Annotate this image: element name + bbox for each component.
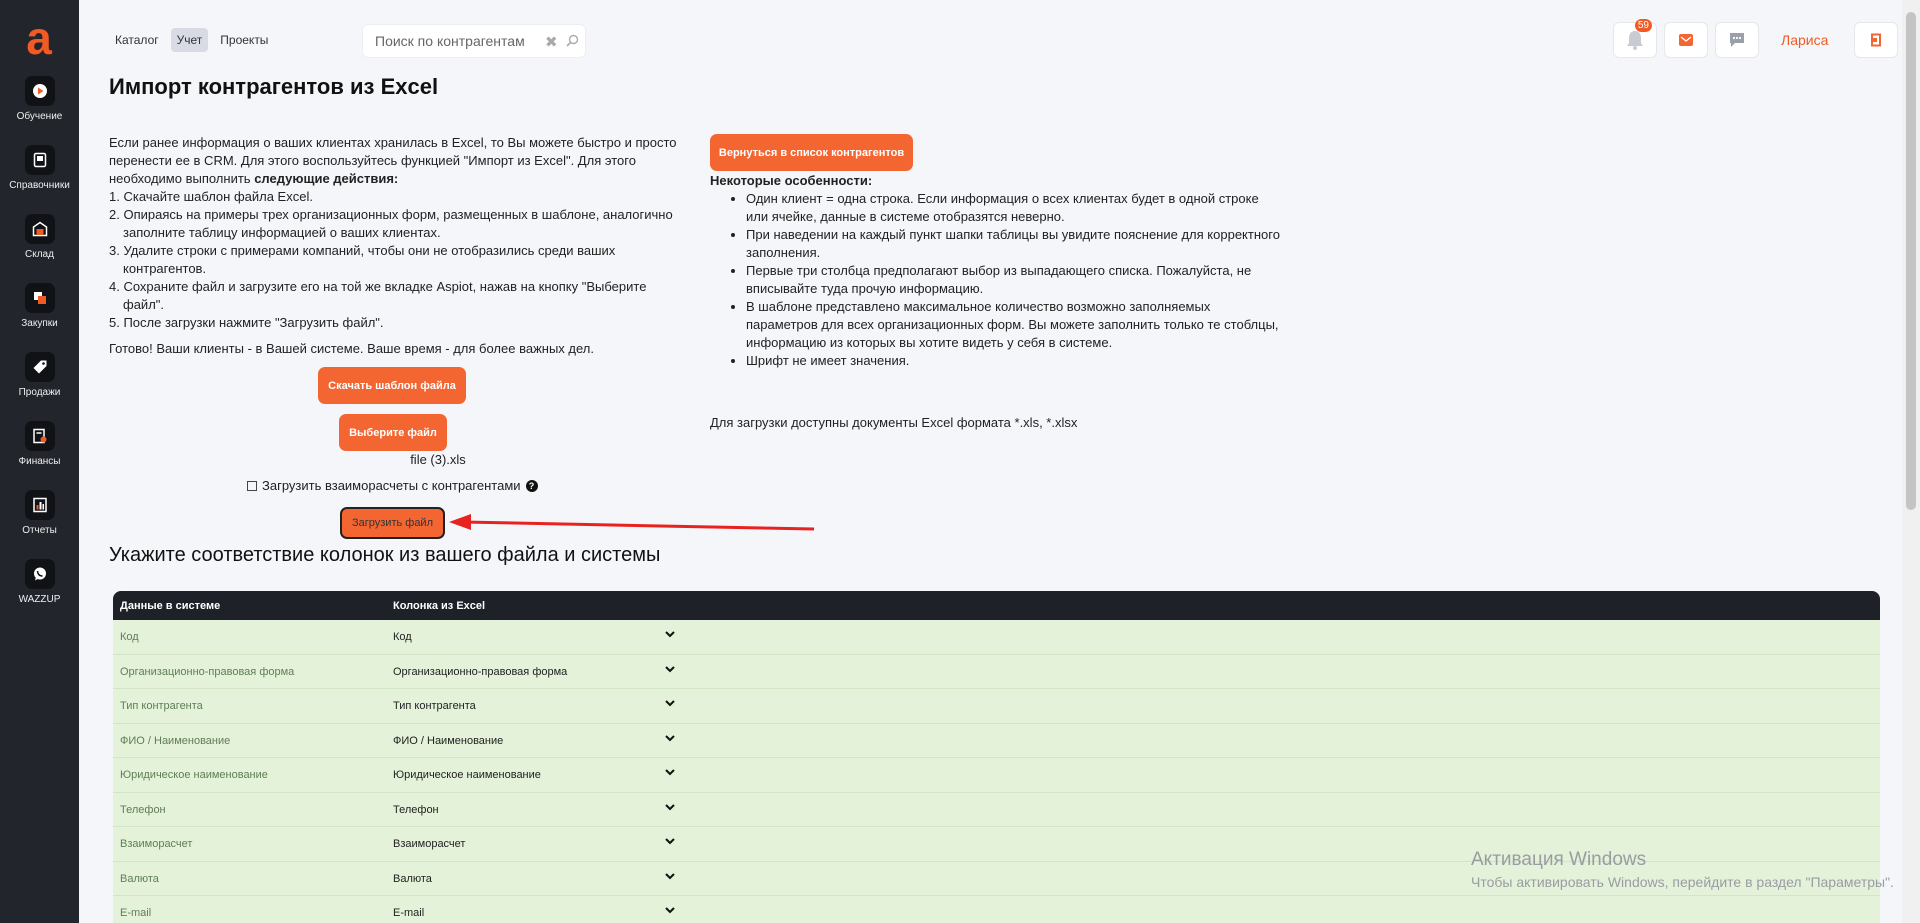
windows-activation-subtitle: Чтобы активировать Windows, перейдите в раздел "Параметры". [1471, 874, 1894, 890]
mail-button[interactable] [1664, 22, 1708, 58]
excel-column-select[interactable]: ФИО / Наименование [393, 734, 504, 747]
exit-icon [1868, 32, 1884, 48]
sidebar-item-directories[interactable] [0, 145, 79, 205]
system-field-label: E-mail [120, 907, 152, 919]
search-icon[interactable] [566, 34, 579, 52]
whatsapp-icon [25, 559, 55, 589]
tab-accounting[interactable]: Учет [171, 28, 209, 52]
logout-button[interactable] [1854, 22, 1898, 58]
search-box [362, 24, 586, 58]
search-input[interactable] [375, 33, 535, 49]
system-field-label: Код [120, 631, 139, 643]
download-template-button[interactable]: Скачать шаблон файла [318, 367, 466, 404]
app-logo[interactable]: a [26, 12, 52, 64]
page-scrollbar[interactable] [1902, 0, 1920, 923]
table-row [113, 896, 1880, 923]
sidebar-item-label: Склад [25, 249, 54, 260]
formats-note: Для загрузки доступны документы Excel формата *.xls, *.xlsx [710, 415, 1078, 430]
table-row [113, 793, 1880, 828]
windows-activation-title: Активация Windows [1471, 849, 1647, 870]
tab-projects[interactable]: Проекты [220, 33, 269, 47]
table-row [113, 758, 1880, 793]
system-field-label: Юридическое наименование [120, 769, 268, 781]
sidebar-item-label: Отчеты [22, 525, 57, 536]
excel-column-select[interactable]: Взаиморасчет [393, 838, 466, 850]
book-icon [25, 145, 55, 175]
chevron-down-icon[interactable] [665, 905, 675, 917]
table-row [113, 620, 1880, 655]
excel-column-select[interactable]: Телефон [393, 803, 439, 816]
mapping-title: Укажите соответствие колонок из вашего файла и системы [109, 544, 661, 566]
sidebar-item-wazzup[interactable] [0, 559, 79, 619]
sidebar-item-label: WAZZUP [18, 594, 61, 605]
column-header-system: Данные в системе [120, 600, 221, 612]
system-field-label: Валюта [120, 872, 159, 885]
system-field-label: Тип контрагента [120, 700, 203, 712]
chart-icon [25, 490, 55, 520]
table-row [113, 724, 1880, 759]
feature-item: • Один клиент = одна строка. Если информация о всех клиентах будет в одной строке или ячейке, данные в системе отобразятся неверно. [746, 190, 1280, 226]
sidebar-item-warehouse[interactable] [0, 214, 79, 274]
excel-column-select[interactable]: E-mail [393, 907, 425, 919]
excel-column-select[interactable]: Код [393, 631, 412, 643]
step-3: 3. Удалите строки с примерами компаний, чтобы они не отобразились среди ваших контрагентов. [109, 243, 616, 276]
feature-item: • Шрифт не имеет значения. [746, 352, 1280, 370]
help-icon[interactable]: ? [526, 480, 538, 492]
features-title: Некоторые особенности: [710, 173, 873, 188]
feature-item: • Первые три столбца предполагают выбор из выпадающего списка. Пожалуйста, не вписывайте туда прочую информацию. [746, 262, 1280, 298]
chat-button[interactable] [1715, 22, 1759, 58]
page-title: Импорт контрагентов из Excel [109, 74, 439, 99]
excel-column-select[interactable]: Юридическое наименование [393, 769, 541, 781]
sidebar-item-label: Закупки [21, 318, 58, 329]
sidebar [0, 0, 79, 923]
load-settlements-checkbox[interactable] [247, 481, 257, 491]
sidebar-item-purchases[interactable] [0, 283, 79, 343]
excel-column-select[interactable]: Валюта [393, 872, 432, 885]
system-field-label: ФИО / Наименование [120, 734, 231, 747]
chevron-down-icon[interactable] [665, 836, 675, 848]
features-block [710, 172, 1280, 370]
intro-text: Если ранее информация о ваших клиентах хранилась в Excel, то Вы можете быстро и просто перенести ее в CRM. Для этого воспользуйтесь функцией "Импорт из Excel". Для этого необходимо выполнить следующие действия: [109, 135, 677, 186]
chevron-down-icon[interactable] [665, 664, 675, 676]
tab-catalog[interactable]: Каталог [115, 33, 159, 47]
main-content [79, 0, 1902, 923]
play-icon [25, 76, 55, 106]
table-row [113, 655, 1880, 690]
sidebar-item-label: Финансы [18, 456, 61, 467]
purchases-icon [25, 283, 55, 313]
back-to-contractors-button[interactable]: Вернуться в список контрагентов [710, 134, 913, 171]
system-field-label: Взаиморасчет [120, 838, 193, 850]
features-list [746, 190, 1280, 370]
sidebar-item-label: Обучение [16, 111, 63, 122]
notifications-button[interactable] [1613, 22, 1657, 58]
finance-icon [25, 421, 55, 451]
step-4: 4. Сохраните файл и загрузите его на той же вкладке Aspiot, нажав на кнопку "Выберите файл". [109, 279, 647, 312]
choose-file-button[interactable]: Выберите файл [339, 414, 447, 451]
sidebar-item-sales[interactable] [0, 352, 79, 412]
step-5: 5. После загрузки нажмите "Загрузить файл". [109, 315, 384, 330]
notifications-badge: 59 [1635, 19, 1652, 32]
chat-icon [1728, 32, 1746, 48]
top-navigation [109, 28, 274, 52]
checkbox-label[interactable]: Загрузить взаиморасчеты с контрагентами [262, 478, 521, 493]
sidebar-item-training[interactable] [0, 76, 79, 136]
step-2: 2. Опираясь на примеры трех организационных форм, размещенных в шаблоне, аналогично заполните таблицу информацией о ваших клиентах. [109, 207, 673, 240]
selected-file-name: file (3).xls [410, 452, 466, 467]
bell-icon [1625, 29, 1645, 51]
table-row [113, 689, 1880, 724]
excel-column-select[interactable]: Тип контрагента [393, 700, 476, 712]
feature-item: • При наведении на каждый пункт шапки таблицы вы увидите пояснение для корректного заполнения. [746, 226, 1280, 262]
user-name-link[interactable]: Лариса [1781, 32, 1829, 48]
step-1: 1. Скачайте шаблон файла Excel. [109, 189, 313, 204]
system-field-label: Телефон [120, 803, 166, 816]
chevron-down-icon[interactable] [665, 733, 675, 745]
sidebar-item-label: Продажи [18, 387, 61, 398]
chevron-down-icon[interactable] [665, 629, 675, 641]
scrollbar-thumb[interactable] [1906, 12, 1916, 510]
chevron-down-icon[interactable] [665, 767, 675, 779]
chevron-down-icon[interactable] [665, 698, 675, 710]
instructions [109, 134, 679, 358]
load-settlements-option [247, 478, 538, 493]
chevron-down-icon[interactable] [665, 871, 675, 883]
upload-file-button[interactable]: Загрузить файл [340, 507, 445, 539]
sidebar-item-label: Справочники [9, 180, 70, 191]
warehouse-icon [25, 214, 55, 244]
mail-icon [1678, 33, 1694, 47]
tag-icon [25, 352, 55, 382]
chevron-down-icon[interactable] [665, 802, 675, 814]
sidebar-item-reports[interactable] [0, 490, 79, 550]
table-header [113, 591, 1880, 620]
clear-icon[interactable]: ✖ [545, 34, 558, 51]
column-header-excel: Колонка из Excel [393, 600, 486, 612]
sidebar-item-finance[interactable] [0, 421, 79, 481]
ready-text: Готово! Ваши клиенты - в Вашей системе. Ваше время - для более важных дел. [109, 341, 594, 356]
feature-item: • В шаблоне представлено максимальное количество возможно заполняемых параметров для всех организационных форм. Вы можете заполнить только те стоблцы, информацию из которых вы хотите видеть у себя в системе. [746, 298, 1280, 352]
excel-column-select[interactable]: Организационно-правовая форма [393, 665, 568, 678]
system-field-label: Организационно-правовая форма [120, 665, 295, 678]
